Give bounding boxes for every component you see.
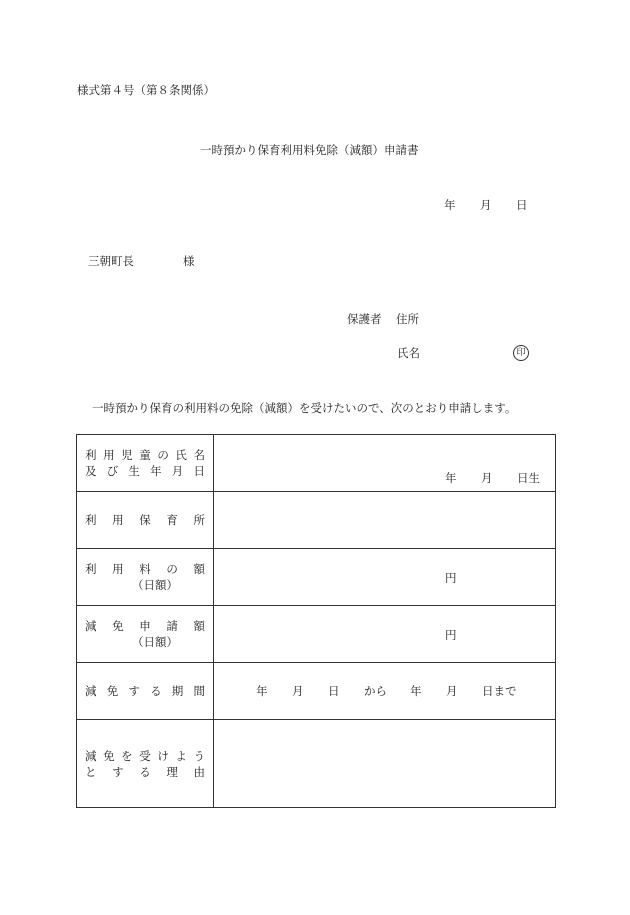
label-char: 請 [166,619,178,633]
label-line [77,618,213,634]
label-char: 保 [139,513,151,527]
period-end-day: 日まで [482,684,517,698]
label-line [77,561,213,577]
label-sub: （日額） [132,635,178,649]
label-line [77,748,213,764]
guardian-label: 保護者 [347,312,382,326]
row-value-period[interactable] [214,663,556,720]
date-month-label: 月 [480,198,492,212]
table-row [77,549,556,606]
label-char: る [150,684,162,698]
row-value-reduction[interactable] [214,606,556,663]
row-value-child[interactable] [214,435,556,492]
label-char: 減 [85,619,97,633]
row-label-fee [77,549,214,606]
period-start-day: 日 [328,684,340,698]
row-label-reason [77,720,214,808]
label-char: 名 [193,448,205,462]
label-char: と [85,764,97,779]
addressee-mayor: 三朝町長 [88,254,134,268]
label-char: 及 [85,464,97,478]
table-row [77,492,556,549]
label-line [77,447,213,463]
label-char: 減 [85,748,97,763]
row-value-fee[interactable] [214,549,556,606]
period-start-month: 月 [292,684,304,698]
birth-month-label: 月 [481,471,493,485]
period-end-year: 年 [410,684,422,698]
label-char: 所 [193,513,205,527]
label-char: 料 [139,562,151,576]
reduction-unit-label: 円 [445,628,457,642]
period-end-month: 月 [446,684,458,698]
fee-unit-label: 円 [445,571,457,585]
name-label: 氏名 [397,346,420,360]
date-day-label: 日 [516,198,528,212]
label-char: 利 [85,448,97,462]
label-char: 用 [112,562,124,576]
seal-mark: 印 [513,345,529,361]
label-line [77,512,213,528]
row-label-nursery [77,492,214,549]
row-value-nursery[interactable] [214,492,556,549]
period-from: から [364,684,387,698]
label-char: る [139,764,151,779]
row-value-reason[interactable] [214,720,556,808]
label-char: 童 [139,448,151,462]
label-char: 氏 [175,448,187,462]
label-char: 由 [193,764,205,779]
label-sub: （日額） [132,578,178,592]
label-char: 日 [193,464,205,478]
label-char: 年 [150,464,162,478]
application-table [76,434,556,808]
intro-text: 一時預かり保育の利用料の免除（減額）を受けたいので、次のとおり申請します。 [92,401,517,415]
label-char: 受 [139,748,151,763]
label-char: 期 [171,684,184,698]
label-char: 額 [193,562,205,576]
label-line [77,683,213,699]
label-char: 育 [166,513,178,527]
label-char: 用 [112,513,124,527]
form-title: 一時預かり保育利用料免除（減額）申請書 [200,143,419,157]
label-line [77,764,213,780]
address-label: 住所 [396,312,419,326]
label-char: す [112,764,124,779]
label-char: 免 [106,684,119,698]
row-label-reduction [77,606,214,663]
table-row [77,606,556,663]
label-char: を [121,748,133,763]
row-label-period [77,663,214,720]
label-char: 減 [85,684,97,698]
label-char: う [193,748,205,763]
label-char: 免 [103,748,115,763]
label-char: の [166,562,178,576]
label-char: 児 [121,448,133,462]
addressee-honorific: 様 [183,254,195,268]
label-char: 用 [103,448,115,462]
label-char: 申 [139,619,151,633]
date-year-label: 年 [444,198,456,212]
table-row [77,663,556,720]
table-row [77,720,556,808]
label-char: 利 [85,513,97,527]
label-char: 利 [85,562,97,576]
form-number: 様式第４号（第８条関係） [77,83,215,97]
label-char: よ [175,748,187,763]
label-line [77,463,213,479]
birth-year-label: 年 [445,471,457,485]
birth-day-label: 日生 [517,471,540,485]
label-char: け [157,748,169,763]
row-label-child [77,435,214,492]
label-char: 額 [193,619,205,633]
label-char: 月 [171,464,184,478]
label-char: 免 [112,619,124,633]
label-char: 生 [128,464,140,478]
label-char: 理 [166,764,178,779]
label-char: す [128,684,140,698]
label-char: び [106,464,119,478]
label-char: 間 [193,684,205,698]
table-row [77,435,556,492]
label-char: の [157,448,169,462]
period-start-year: 年 [256,684,268,698]
